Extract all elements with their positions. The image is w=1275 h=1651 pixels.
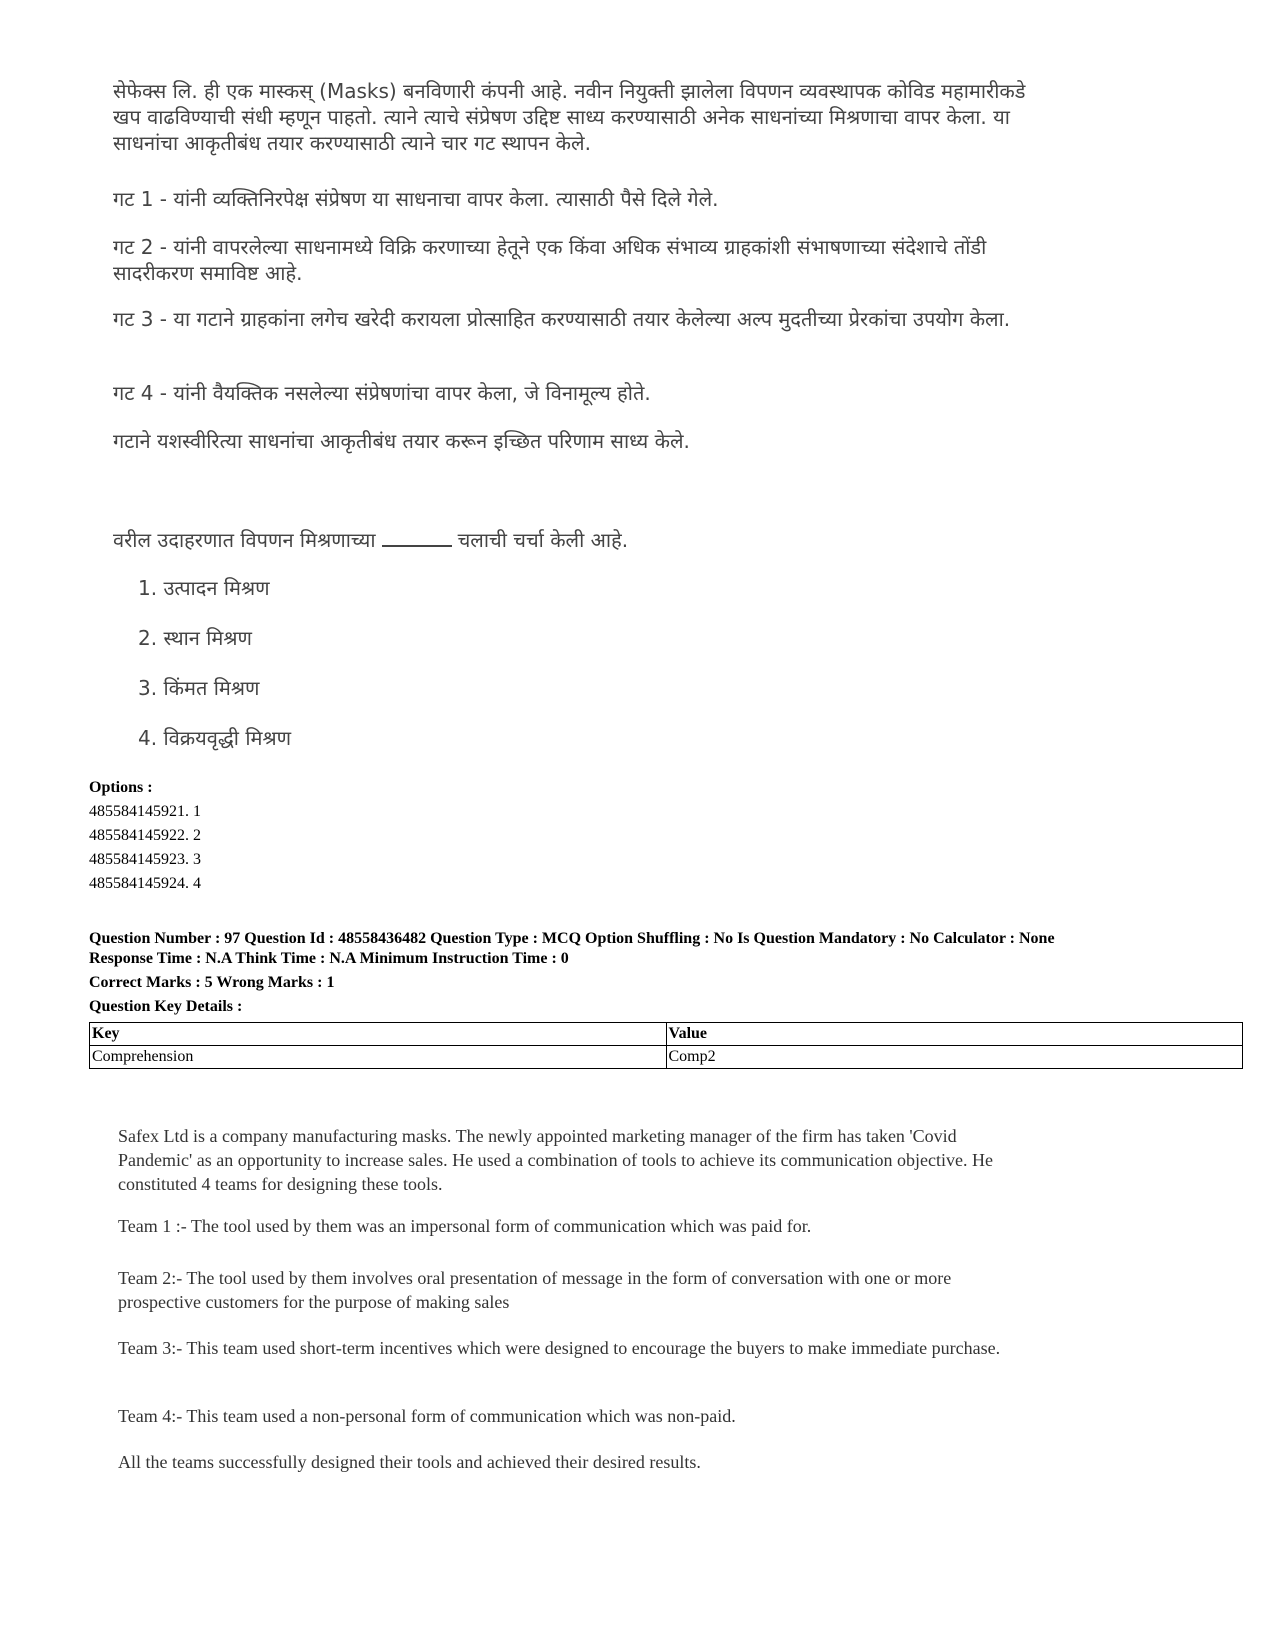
key-details-heading: Question Key Details :: [89, 998, 243, 1015]
english-passage-intro: Safex Ltd is a company manufacturing masks. The newly appointed marketing manager of the firm has taken 'Covid Pandemic' as an opportunity to increase sales. He used a combination of tools to achieve its communication objective. He constituted 4 teams for designing these tools.: [118, 1126, 994, 1194]
option-id-line-1: 485584145921. 1: [89, 803, 201, 820]
marathi-team-3: गट 3 - या गटाने ग्राहकांना लगेच खरेदी करायला प्रोत्साहित करण्यासाठी तयार केलेल्या अल्प मुदतीच्या प्रेरकांचा उपयोग केला.: [113, 307, 1011, 331]
marathi-question: [113, 525, 813, 553]
question-blank: [382, 525, 452, 547]
option-id-line-4: 485584145924. 4: [89, 875, 201, 892]
marathi-team-4: गट 4 - यांनी वैयक्तिक नसलेल्या संप्रेषणांचा वापर केला, जे विनामूल्य होते.: [113, 381, 651, 405]
option-id-line-3: 485584145923. 3: [89, 851, 201, 868]
option-id-line-2: 485584145922. 2: [89, 827, 201, 844]
marathi-passage: [113, 78, 1043, 453]
marathi-option-3: 3. किंमत मिश्रण: [138, 676, 260, 700]
english-team-3: Team 3:- This team used short-term incentives which were designed to encourage the buyers to make immediate purchase.: [118, 1338, 1001, 1358]
table-row: [90, 1046, 1243, 1069]
marathi-question-start: वरील उदाहरणात विपणन मिश्रणाच्या: [113, 528, 376, 552]
english-result: All the teams successfully designed their tools and achieved their desired results.: [118, 1452, 701, 1472]
marathi-option-4: 4. विक्रयवृद्धी मिश्रण: [138, 726, 292, 750]
english-team-2: Team 2:- The tool used by them involves oral presentation of message in the form of conversation with one or more prospective customers for the purpose of making sales: [118, 1268, 952, 1312]
marathi-passage-intro: सेफेक्स लि. ही एक मास्कस् (Masks) बनविणारी कंपनी आहे. नवीन नियुक्ती झालेला विपणन व्यवस्थापक कोविड महामारीकडे खप वाढविण्याची संधी म्हणून पाहतो. त्याने त्याचे संप्रेषण उद्दिष्ट साध्य करण्यासाठी अनेक साधनांच्या मिश्रणाचा वापर केला. या साधनांचा आकृतीबंध तयार करण्यासाठी त्याने चार गट स्थापन केले.: [113, 79, 1026, 155]
table-cell-value: Comp2: [666, 1046, 1243, 1069]
table-header-row: [90, 1023, 1243, 1046]
english-team-1: Team 1 :- The tool used by them was an impersonal form of communication which was paid for.: [118, 1216, 812, 1236]
table-header-key: Key: [90, 1023, 667, 1046]
table-cell-key: Comprehension: [90, 1046, 667, 1069]
marathi-result: गटाने यशस्वीरित्या साधनांचा आकृतीबंध तयार करून इच्छित परिणाम साध्य केले.: [113, 429, 690, 453]
question-info-line-2: Response Time : N.A Think Time : N.A Minimum Instruction Time : 0: [89, 950, 569, 967]
marathi-question-end: चलाची चर्चा केली आहे.: [457, 528, 629, 552]
key-details-table: [89, 1022, 1243, 1069]
marks-line: Correct Marks : 5 Wrong Marks : 1: [89, 974, 335, 991]
options-heading: Options :: [89, 779, 153, 796]
marathi-team-1: गट 1 - यांनी व्यक्तिनिरपेक्ष संप्रेषण या साधनाचा वापर केला. त्यासाठी पैसे दिले गेले.: [113, 187, 719, 211]
question-info-line-1: Question Number : 97 Question Id : 48558436482 Question Type : MCQ Option Shuffling : No Is Question Mandatory : No Calculator : None: [89, 930, 1055, 947]
marathi-team-2: गट 2 - यांनी वापरलेल्या साधनामध्ये विक्रि करणाच्या हेतूने एक किंवा अधिक संभाव्य ग्राहकांशी संभाषणाच्या संदेशाचे तोंडी सादरीकरण समाविष्ट आहे.: [113, 235, 987, 285]
english-passage: [118, 1124, 1018, 1472]
marathi-option-1: 1. उत्पादन मिश्रण: [138, 576, 270, 600]
marathi-option-2: 2. स्थान मिश्रण: [138, 626, 252, 650]
table-header-value: Value: [666, 1023, 1243, 1046]
english-team-4: Team 4:- This team used a non-personal form of communication which was non-paid.: [118, 1406, 736, 1426]
